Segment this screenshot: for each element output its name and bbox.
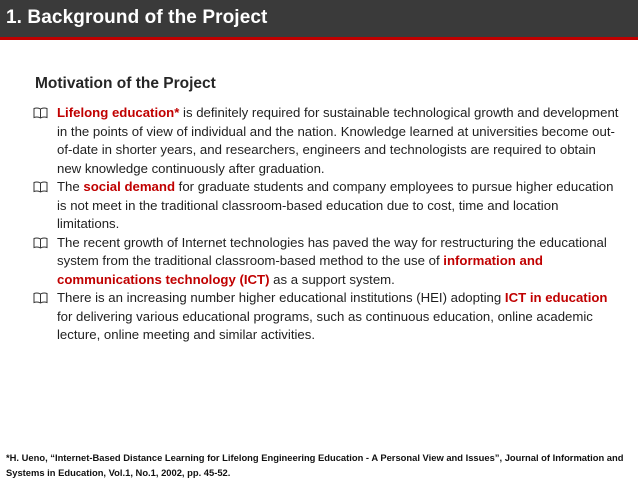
bullet-4-text-b: for delivering various educational programs, such as continuous education, online academic lecture, online meeting and similar activities. — [57, 308, 593, 342]
footnote-citation: *H. Ueno, “Internet-Based Distance Learning for Lifelong Engineering Education - A Personal View and Issues”, Journal of Information and Systems in Education, Vol.1, No.1, 2002, pp. 45-52. — [6, 452, 624, 478]
bullet-item — [33, 234, 623, 290]
bullet-1-highlight: Lifelong education* — [57, 105, 180, 120]
bullet-3-text-a: The recent growth of Internet technologies has paved the way for restructuring the educational system from the traditional classroom-based method to the use of — [57, 234, 607, 268]
book-icon — [33, 292, 48, 304]
bullet-3-text-b: as a support system. — [269, 271, 395, 287]
bullet-3-highlight: information and communications technology (ICT) — [57, 253, 543, 287]
bullet-list — [33, 104, 623, 345]
bullet-4-highlight: ICT in education — [504, 290, 608, 305]
bullet-1-text: is definitely required for sustainable technological growth and development in the points of view of individual and the nation. Knowledge learned at universities become out-of-date in shorter years, and researchers, engineers and technologists are required to obtain new knowledge continuously after graduation. — [57, 105, 619, 176]
book-icon — [33, 237, 48, 249]
section-subtitle: Motivation of the Project — [35, 75, 216, 92]
bullet-4-text-a: There is an increasing number higher educational institutions (HEI) adopting — [57, 290, 505, 305]
book-icon — [33, 181, 48, 193]
bullet-2-text-b: for graduate students and company employees to pursue higher education is not meet in the traditional classroom-based education due to cost, time and location limitations. — [57, 179, 614, 231]
bullet-2-highlight: social demand — [83, 179, 176, 194]
bullet-item — [33, 289, 623, 345]
title-bar — [0, 0, 638, 40]
slide-title: 1. Background of the Project — [6, 7, 268, 28]
bullet-item — [33, 178, 623, 234]
book-icon — [33, 107, 48, 119]
bullet-item — [33, 104, 623, 178]
bullet-2-text-a: The — [57, 179, 84, 194]
